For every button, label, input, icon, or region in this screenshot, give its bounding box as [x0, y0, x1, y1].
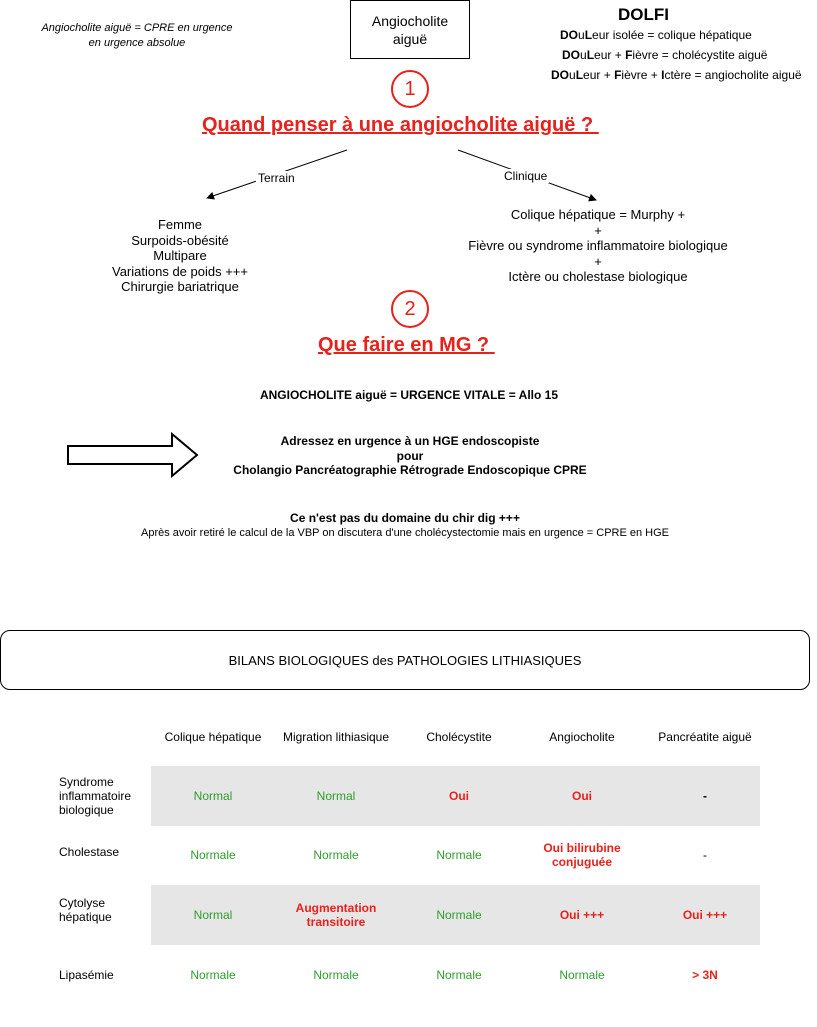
table-cell: Oui +++ [559, 908, 605, 922]
dolfi-title: DOLFI [618, 5, 669, 24]
table-cell: Oui [572, 789, 592, 803]
bilans-title: BILANS BIOLOGIQUES des PATHOLOGIES LITHIASIQUES [228, 652, 582, 668]
terrain-label: Terrain [258, 171, 295, 185]
clinique-item: Colique hépatique = Murphy + [510, 207, 686, 222]
col-header: Angiocholite [549, 730, 615, 744]
table-cell: Oui [449, 789, 469, 803]
section1-heading: Quand penser à une angiocholite aiguë ? [202, 114, 599, 136]
row-header: Cholestase [59, 845, 120, 859]
clinique-list [448, 207, 748, 285]
terrain-list [95, 217, 265, 295]
table-cell: Normal [193, 789, 233, 803]
clinique-label: Clinique [504, 169, 548, 183]
address-line2: pour [396, 448, 424, 463]
table-cell: Normal [193, 908, 233, 922]
table-cell: Augmentation transitoire [295, 901, 377, 929]
table-cell: Oui bilirubine conjuguée [543, 841, 621, 869]
table-cell: Oui +++ [682, 908, 728, 922]
clinique-item: Ictère ou cholestase biologique [508, 269, 688, 284]
terrain-item: Variations de poids +++ [112, 263, 248, 279]
vbp-line: Après avoir retiré le calcul de la VBP on discutera d'une cholécystectomie mais en urgence = CPRE en HGE [140, 527, 670, 539]
section2-heading: Que faire en MG ? [318, 334, 495, 356]
cpre-note-line1: Angiocholite aiguë = CPRE en urgence [41, 22, 233, 34]
clinique-item: + [594, 253, 602, 269]
table-cell: Normale [190, 968, 236, 982]
col-header: Pancréatite aiguë [658, 730, 752, 744]
step-1-circle: 1 [391, 70, 429, 108]
terrain-item: Multipare [153, 248, 207, 263]
table-cell: Normale [190, 848, 236, 862]
table-cell: Normale [436, 848, 482, 862]
bilans-title-box [0, 630, 810, 690]
col-header: Cholécystite [426, 730, 492, 744]
terrain-item: Surpoids-obésité [131, 232, 229, 248]
title-box-text: Angiocholite aiguë [371, 12, 449, 47]
table-cell: - [703, 789, 707, 803]
dolfi-line-1: DOuLeur isolée = colique hépatique [560, 28, 752, 42]
address-block [210, 434, 610, 478]
row-header: Syndrome inflammatoire biologique [59, 775, 132, 817]
clinique-item: Fièvre ou syndrome inflammatoire biologique [468, 238, 728, 253]
table-cell: Normale [313, 848, 359, 862]
table-cell: Normale [559, 968, 605, 982]
table-cell: Normale [436, 908, 482, 922]
col-header: Migration lithiasique [282, 730, 390, 744]
hollow-arrow [68, 434, 197, 476]
urgence-line: ANGIOCHOLITE aiguë = URGENCE VITALE = Allo 15 [259, 388, 559, 402]
table-cell: Normale [436, 968, 482, 982]
step-2-circle: 2 [391, 290, 429, 328]
table-cell: > 3N [692, 968, 718, 982]
col-header: Colique hépatique [164, 730, 262, 744]
cpre-note-line2: en urgence absolue [88, 37, 186, 49]
chir-line: Ce n'est pas du domaine du chir dig +++ [290, 511, 520, 525]
dolfi-line-2: DOuLeur + Fièvre = cholécystite aiguë [562, 48, 768, 62]
address-line1: Adressez en urgence à un HGE endoscopiste [280, 434, 540, 448]
dolfi-line-3: DOuLeur + Fièvre + Ictère = angiocholite aiguë [551, 68, 802, 82]
table-cell: Normale [313, 968, 359, 982]
table-cell: Normal [316, 789, 356, 803]
clinique-item: + [594, 222, 602, 238]
row-header: Lipasémie [59, 968, 114, 982]
address-line3: Cholangio Pancréatographie Rétrograde Endoscopique CPRE [233, 463, 587, 477]
terrain-item: Chirurgie bariatrique [121, 279, 239, 294]
row-header: Cytolyse hépatique [59, 896, 112, 924]
terrain-item: Femme [157, 217, 203, 232]
table-cell: - [703, 848, 707, 862]
